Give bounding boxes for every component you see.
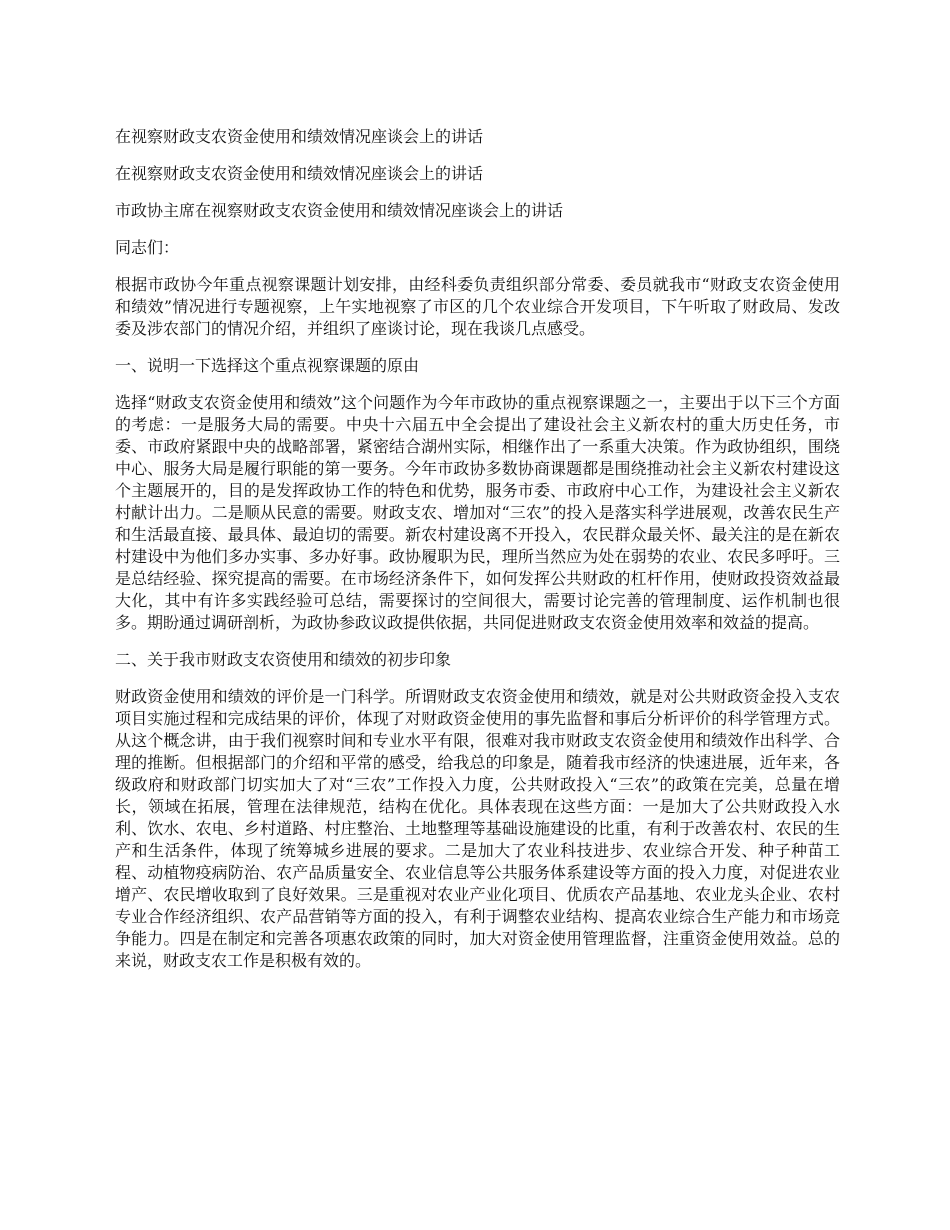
section-heading-1: 一、说明一下选择这个重点视察课题的原由 <box>115 356 420 375</box>
paragraph-impressions: 财政资金使用和绩效的评价是一门科学。所谓财政支农资金使用和绩效，就是对公共财政资金投入支农项目实施过程和完成结果的评价，体现了对财政资金使用的事先监督和事后分析评价的科学管理方式。从这个概念讲，由于我们视察时间和专业水平有限，很难对我市财政支农资金使用和绩效作出科学、合理的推断。但根据部门的介绍和平常的感受，给我总的印象是，随着我市经济的快速进展，近年来，各级政府和财政部门切实加大了对“三农”工作投入力度，公共财政投入“三农”的政策在完美，总量在增长，领域在拓展，管理在法律规范，结构在优化。具体表现在这些方面：一是加大了公共财政投入水利、饮水、农电、乡村道路、村庄整治、土地整理等基础设施建设的比重，有利于改善农村、农民的生产和生活条件，体现了统筹城乡进展的要求。二是加大了农业科技进步、农业综合开发、种子种苗工程、动植物疫病防治、农产品质量安全、农业信息等公共服务体系建设等方面的投入力度，对促进农业增产、农民增收取到了良好效果。三是重视对农业产业化项目、优质农产品基地、农业龙头企业、农村专业合作经济组织、农产品营销等方面的投入，有利于调整农业结构、提高农业综合生产能力和市场竞争能力。四是在制定和完善各项惠农政策的同时，加大对资金使用管理监督，注重资金使用效益。总的来说，财政支农工作是积极有效的。 <box>115 687 840 970</box>
paragraph-reasons: 选择“财政支农资金使用和绩效”这个问题作为今年市政协的重点视察课题之一，主要出于以下三个方面的考虑：一是服务大局的需要。中央十六届五中全会提出了建设社会主义新农村的重大历史任务，市委、市政府紧跟中央的战略部署，紧密结合湖州实际，相继作出了一系重大决策。作为政协组织，围绕中心、服务大局是履行职能的第一要务。今年市政协多数协商课题都是围绕推动社会主义新农村建设这个主题展开的，目的是发挥政协工作的特色和优势，服务市委、市政府中心工作，为建设社会主义新农村献计出力。二是顺从民意的需要。财政支农、增加对“三农”的投入是落实科学进展观，改善农民生产和生活最直接、最具体、最迫切的需要。新农村建设离不开投入，农民群众最关怀、最关注的是在新农村建设中为他们多办实事、多办好事。政协履职为民，理所当然应为处在弱势的农业、农民多呼吁。三是总结经验、探究提高的需要。在市场经济条件下，如何发挥公共财政的杠杆作用，使财政投资效益最大化，其中有许多实践经验可总结，需要探讨的空间很大，需要讨论完善的管理制度、运作机制也很多。期盼通过调研剖析，为政协参政议政提供依据，共同促进财政支农资金使用效率和效益的提高。 <box>115 393 840 632</box>
document-title-repeat: 在视察财政支农资金使用和绩效情况座谈会上的讲话 <box>115 164 484 183</box>
section-heading-2: 二、关于我市财政支农资使用和绩效的初步印象 <box>115 650 452 669</box>
greeting: 同志们： <box>115 238 180 257</box>
paragraph-intro: 根据市政协今年重点视察课题计划安排，由经科委负责组织部分常委、委员就我市“财政支农资金使用和绩效”情况进行专题视察，上午实地视察了市区的几个农业综合开发项目，下午听取了财政局、发改委及涉农部门的情况介绍，并组织了座谈讨论，现在我谈几点感受。 <box>115 275 840 338</box>
document-body <box>115 126 840 987</box>
speech-title: 市政协主席在视察财政支农资金使用和绩效情况座谈会上的讲话 <box>115 201 564 220</box>
document-title: 在视察财政支农资金使用和绩效情况座谈会上的讲话 <box>115 127 484 146</box>
